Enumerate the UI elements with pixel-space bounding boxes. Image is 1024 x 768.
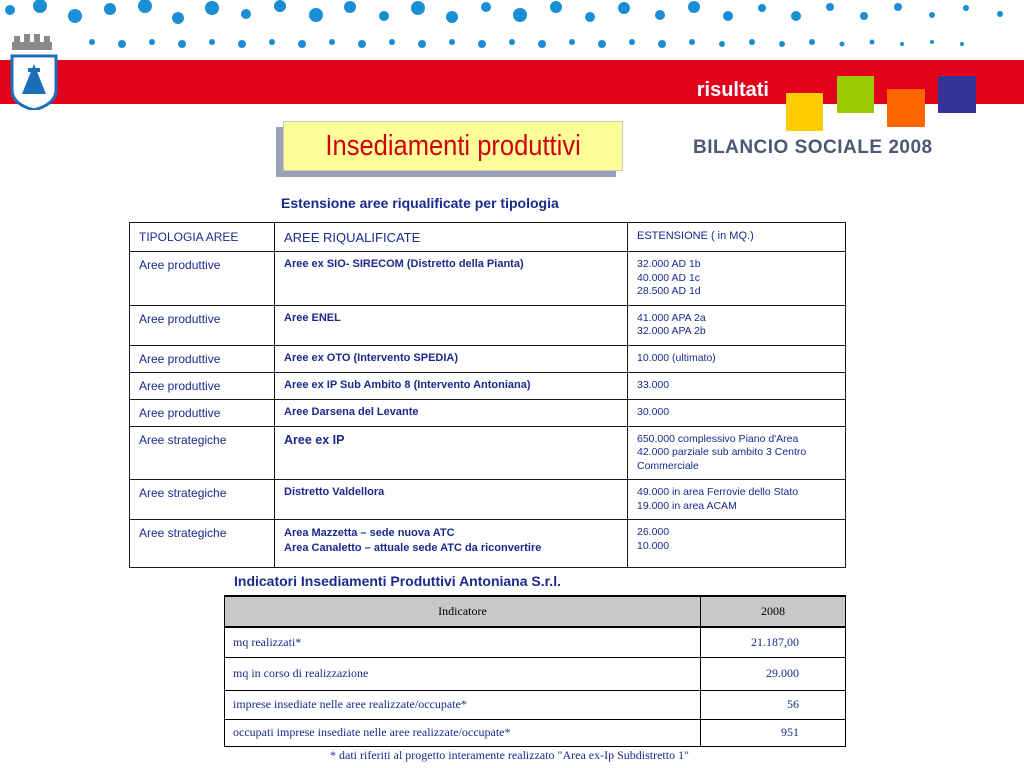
accent-square-blue — [938, 76, 976, 113]
table2-title: Indicatori Insediamenti Produttivi Antoniana S.r.l. — [234, 573, 561, 589]
tipologia-cell: Aree produttive — [130, 252, 275, 306]
area-cell: Area Mazzetta – sede nuova ATC Area Canaletto – attuale sede ATC da riconvertire — [275, 520, 628, 568]
area-cell: Aree ex IP Sub Ambito 8 (Intervento Antoniana) — [275, 372, 628, 399]
valore-cell: 21.187,00 — [701, 627, 846, 657]
table-row — [225, 690, 846, 719]
aree-riqualificate-table — [129, 222, 846, 568]
table-header-row — [130, 223, 846, 252]
column-header: TIPOLOGIA AREE — [130, 223, 275, 252]
table-row — [225, 719, 846, 746]
report-label: BILANCIO SOCIALE 2008 — [693, 137, 933, 158]
estensione-cell: 26.000 10.000 — [628, 520, 846, 568]
area-cell: Aree ex IP — [275, 426, 628, 480]
area-cell: Aree Darsena del Levante — [275, 399, 628, 426]
tipologia-cell: Aree produttive — [130, 372, 275, 399]
dotted-header-pattern — [0, 0, 1024, 56]
page-title: Insediamenti produttivi — [325, 129, 581, 162]
tipologia-cell: Aree strategiche — [130, 480, 275, 520]
table-header-row — [225, 596, 846, 627]
tipologia-cell: Aree produttive — [130, 399, 275, 426]
estensione-cell: 650.000 complessivo Piano d'Area 42.000 parziale sub ambito 3 Centro Commerciale — [628, 426, 846, 480]
tipologia-cell: Aree produttive — [130, 305, 275, 345]
column-header: 2008 — [701, 596, 846, 627]
table-row — [130, 480, 846, 520]
footnote: * dati riferiti al progetto interamente realizzato "Area ex-Ip Subdistretto 1" — [330, 748, 689, 762]
indicatori-table — [224, 595, 846, 747]
area-cell: Aree ex SIO- SIRECOM (Distretto della Pianta) — [275, 252, 628, 306]
area-cell: Distretto Valdellora — [275, 480, 628, 520]
accent-square-green — [837, 76, 874, 113]
table-row — [130, 252, 846, 306]
page-title-banner — [283, 121, 623, 171]
estensione-cell: 49.000 in area Ferrovie dello Stato 19.000 in area ACAM — [628, 480, 846, 520]
valore-cell: 29.000 — [701, 657, 846, 690]
indicatore-cell: mq realizzati* — [225, 627, 701, 657]
tipologia-cell: Aree produttive — [130, 345, 275, 372]
estensione-cell: 10.000 (ultimato) — [628, 345, 846, 372]
table-row — [130, 345, 846, 372]
table-row — [130, 399, 846, 426]
table-row — [130, 372, 846, 399]
indicatore-cell: occupati imprese insediate nelle aree realizzate/occupate* — [225, 719, 701, 746]
column-header: AREE RIQUALIFICATE — [275, 223, 628, 252]
accent-square-orange — [887, 89, 925, 127]
column-header: ESTENSIONE ( in MQ.) — [628, 223, 846, 252]
city-crest-icon — [6, 34, 62, 110]
indicatore-cell: imprese insediate nelle aree realizzate/occupate* — [225, 690, 701, 719]
table-row — [225, 627, 846, 657]
area-cell: Aree ENEL — [275, 305, 628, 345]
accent-square-yellow — [786, 93, 823, 131]
estensione-cell: 30.000 — [628, 399, 846, 426]
tipologia-cell: Aree strategiche — [130, 520, 275, 568]
valore-cell: 951 — [701, 719, 846, 746]
valore-cell: 56 — [701, 690, 846, 719]
estensione-cell: 41.000 APA 2a 32.000 APA 2b — [628, 305, 846, 345]
indicatore-cell: mq in corso di realizzazione — [225, 657, 701, 690]
table-row — [130, 426, 846, 480]
estensione-cell: 32.000 AD 1b 40.000 AD 1c 28.500 AD 1d — [628, 252, 846, 306]
table-row — [130, 520, 846, 568]
tipologia-cell: Aree strategiche — [130, 426, 275, 480]
section-label: risultati — [696, 79, 769, 101]
area-cell: Aree ex OTO (Intervento SPEDIA) — [275, 345, 628, 372]
column-header: Indicatore — [225, 596, 701, 627]
table-row — [130, 305, 846, 345]
estensione-cell: 33.000 — [628, 372, 846, 399]
table1-title: Estensione aree riqualificate per tipologia — [281, 195, 559, 211]
table-row — [225, 657, 846, 690]
